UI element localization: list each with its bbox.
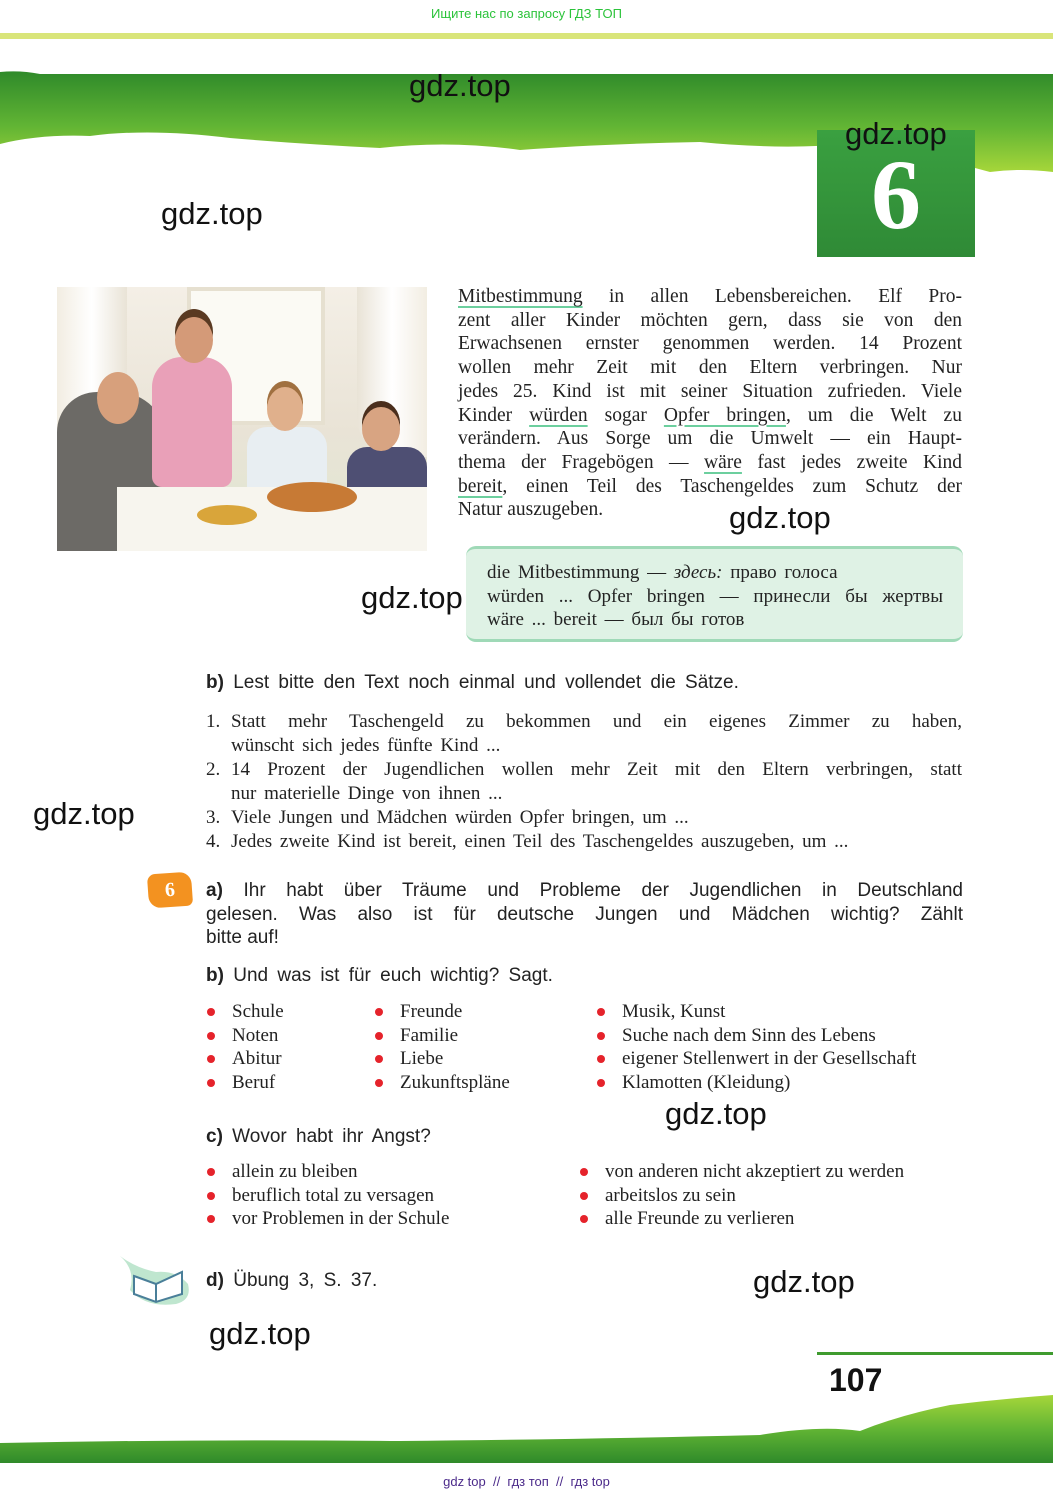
article-line <box>458 498 962 522</box>
article-line <box>458 404 962 428</box>
bullet-item: allein zu bleiben <box>206 1160 449 1184</box>
watermark: gdz.top <box>753 1264 855 1299</box>
article-line <box>458 285 962 309</box>
task-6d <box>206 1270 377 1292</box>
sentence-line <box>206 734 962 758</box>
task-text: Und was ist für euch wichtig? Sagt. <box>223 965 553 986</box>
vocab-highlight: Mitbestimmung <box>458 286 583 307</box>
bullet-item: Suche nach dem Sinn des Lebens <box>596 1024 916 1048</box>
sentence-line <box>206 806 962 830</box>
task-6b <box>206 965 553 987</box>
text-segment: , um die Welt zu <box>785 404 962 426</box>
vocab-highlight: würden <box>529 404 588 426</box>
exercise-number-badge <box>147 872 193 909</box>
bullet-list-b-col3 <box>596 1000 916 1095</box>
bullet-item: alle Freunde zu verlieren <box>579 1207 904 1231</box>
sentence-text: Statt mehr Taschengeld zu bekommen und ein eigenes Zimmer zu haben, <box>231 711 962 732</box>
task-6c <box>206 1126 431 1148</box>
bullet-item: Familie <box>374 1024 510 1048</box>
bullet-item: Liebe <box>374 1047 510 1071</box>
task-label: a) <box>206 880 223 901</box>
footer-wave <box>0 1395 1053 1467</box>
sentence-line <box>206 758 962 782</box>
article-line <box>458 451 962 475</box>
task-line: gelesen. Was also ist für deutsche Jungen und Mädchen wichtig? Zählt <box>206 903 963 925</box>
sentence-number: 1. <box>206 711 221 732</box>
vocab-line <box>487 561 943 585</box>
vocab-highlight: wäre <box>704 451 742 473</box>
text-segment: , einen Teil des Taschengeldes zum Schutz der <box>502 475 962 497</box>
watermark: gdz.top <box>209 1316 311 1351</box>
sentence-line <box>206 782 962 806</box>
bullet-item: eigener Stellenwert in der Gesellschaft <box>596 1047 916 1071</box>
bullet-item: Musik, Kunst <box>596 1000 916 1024</box>
bullet-list-b-col1 <box>206 1000 284 1095</box>
vocab-highlight: bereit <box>458 475 503 497</box>
top-band <box>0 33 1053 39</box>
sentence-line <box>206 830 962 854</box>
vocab-term: die Mitbestimmung — <box>487 562 674 583</box>
bullet-list-c-col2 <box>579 1160 904 1231</box>
task-6a <box>206 879 963 950</box>
chapter-number: 6 <box>871 139 921 250</box>
bullet-item: Zukunftspläne <box>374 1071 510 1095</box>
bullet-item: vor Problemen in der Schule <box>206 1207 449 1231</box>
task-text: Ihr habt über Träume und Probleme der Jugendlichen in Deutschland <box>222 880 963 901</box>
article-line <box>458 475 962 499</box>
watermark: gdz.top <box>361 580 463 615</box>
text-segment: sogar <box>587 404 664 426</box>
bullet-item: Abitur <box>206 1047 284 1071</box>
task-line <box>206 879 963 903</box>
page-number-rule <box>817 1352 1053 1355</box>
article-line <box>458 427 962 451</box>
task-text: Lest bitte den Text noch einmal und vollendet die Sätze. <box>223 672 739 693</box>
sentence-text: wünscht sich jedes fünfte Kind ... <box>231 735 501 756</box>
sentence-text: Viele Jungen und Mädchen würden Opfer bringen, um ... <box>231 807 689 828</box>
bullet-item: beruflich total zu versagen <box>206 1184 449 1208</box>
task-label: b) <box>206 965 224 986</box>
task-text: Übung 3, S. 37. <box>223 1270 378 1291</box>
article-line <box>458 332 962 356</box>
vocab-line: würden ... Opfer bringen — принесли бы жертвы <box>487 585 943 607</box>
watermark: gdz.top <box>33 796 135 831</box>
watermark: gdz.top <box>409 68 511 103</box>
bullet-item: Noten <box>206 1024 284 1048</box>
workbook-icon <box>116 1250 192 1308</box>
text-segment: zent aller Kinder möchten gern, dass sie von den <box>458 309 962 331</box>
watermark: gdz.top <box>665 1096 767 1131</box>
task-line: bitte auf! <box>206 927 279 949</box>
bullet-item: Beruf <box>206 1071 284 1095</box>
task-label: c) <box>206 1126 223 1147</box>
task-text: Wovor habt ihr Angst? <box>222 1126 431 1147</box>
bullet-item: Freunde <box>374 1000 510 1024</box>
sentence-line <box>206 710 962 734</box>
bullet-list-b-col2 <box>374 1000 510 1095</box>
sentence-text: 14 Prozent der Jugendlichen wollen mehr Zeit mit den Eltern verbringen, statt <box>231 759 962 780</box>
text-segment: Erwachsenen ernster genommen werden. 14 Prozent <box>458 333 962 355</box>
task-label: b) <box>206 672 224 693</box>
task-label: d) <box>206 1270 224 1291</box>
top-banner: Ищите нас по запросу ГДЗ ТОП <box>431 6 622 21</box>
text-segment: verändern. Aus Sorge um die Umwelt — ein Haupt- <box>458 428 962 450</box>
vocab-note: здесь: <box>673 562 723 583</box>
exercise-number: 6 <box>164 878 176 902</box>
bullet-item: arbeitslos zu sein <box>579 1184 904 1208</box>
vocabulary-box <box>466 546 963 642</box>
sentence-text: Jedes zweite Kind ist bereit, einen Teil des Taschengeldes auszugeben, um ... <box>231 831 849 852</box>
text-segment: in allen Lebensbereichen. Elf Pro- <box>582 286 962 307</box>
watermark: gdz.top <box>161 196 263 231</box>
article-line <box>458 356 962 380</box>
family-dinner-photo <box>57 287 427 551</box>
text-segment: fast jedes zweite Kind <box>741 451 962 473</box>
text-segment: jedes 25. Kind ist mit seiner Situation zufrieden. Viele <box>458 380 962 402</box>
bullet-list-c-col1 <box>206 1160 449 1231</box>
bullet-item: von anderen nicht akzeptiert zu werden <box>579 1160 904 1184</box>
watermark: gdz.top <box>729 500 831 535</box>
sentence-number: 4. <box>206 831 221 852</box>
text-segment: thema der Fragebögen — <box>458 451 705 473</box>
vocab-highlight: Opfer bringen <box>663 404 786 426</box>
page-number: 107 <box>829 1362 883 1398</box>
article-line <box>458 309 962 333</box>
article-text <box>458 285 962 522</box>
bullet-item: Schule <box>206 1000 284 1024</box>
text-segment: Natur auszugeben. <box>458 499 604 521</box>
sentence-number: 2. <box>206 759 221 780</box>
text-segment: Kinder <box>458 404 530 426</box>
sentence-list <box>206 710 962 854</box>
watermark: gdz.top <box>845 116 947 151</box>
footer-links: gdz top // гдз топ // гдз top <box>443 1474 610 1489</box>
vocab-translation: право голоса <box>722 562 838 583</box>
sentence-number: 3. <box>206 807 221 828</box>
bullet-item: Klamotten (Kleidung) <box>596 1071 916 1095</box>
task-5b <box>206 672 739 694</box>
text-segment: wollen mehr Zeit mit den Eltern verbringen. Nur <box>458 357 962 379</box>
sentence-text: nur materielle Dinge von ihnen ... <box>231 783 503 804</box>
vocab-line: wäre ... bereit — был бы готов <box>487 609 745 631</box>
article-line <box>458 380 962 404</box>
